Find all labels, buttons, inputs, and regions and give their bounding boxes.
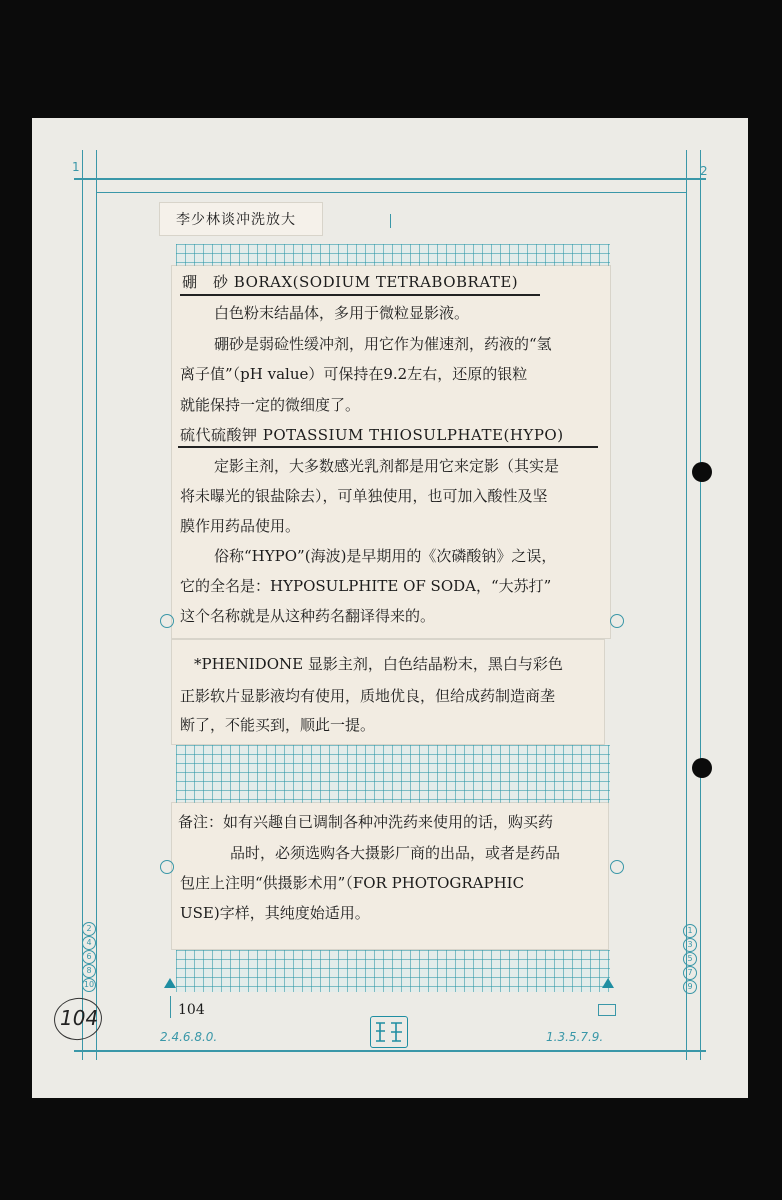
note-line-1: 备注：如有兴趣自已调制各种冲洗药来使用的话，购买药 bbox=[178, 813, 554, 831]
borax-line-4: 就能保持一定的微细度了。 bbox=[180, 396, 361, 414]
hypo-line-3: 膜作用药品使用。 bbox=[180, 517, 301, 535]
book-title: 李少林谈冲洗放大 bbox=[176, 212, 296, 228]
hypo-line-5: 它的全名是：HYPOSULPHITE OF SODA，“大苏打” bbox=[180, 577, 552, 595]
side-mark-left-2 bbox=[160, 860, 174, 874]
triangle-marker-left bbox=[164, 978, 176, 988]
hypo-line-1: 定影主剂，大多数感光乳剂都是用它来定影（其实是 bbox=[214, 457, 560, 475]
borax-line-2: 硼砂是弱硷性缓冲剂，用它作为催速剂，药液的“氢 bbox=[214, 335, 552, 353]
triangle-marker-right bbox=[602, 978, 614, 988]
section-heading-borax: 硼 砂 BORAX(SODIUM TETRABOBRATE) bbox=[182, 273, 519, 291]
borax-line-1: 白色粉末结晶体，多用于微粒显影液。 bbox=[214, 304, 470, 322]
frame-right-outer-line bbox=[700, 150, 701, 1060]
phenidone-line-1: *PHENIDONE 显影主剂，白色结晶粉末，黑白与彩色 bbox=[194, 655, 563, 673]
right-circle-3: 5 bbox=[683, 952, 697, 966]
side-mark-right-2 bbox=[610, 860, 624, 874]
right-circle-2: 3 bbox=[683, 938, 697, 952]
left-circle-4: 8 bbox=[82, 964, 96, 978]
heading-underline-hypo bbox=[178, 446, 598, 448]
frame-bottom-line bbox=[74, 1050, 706, 1052]
hypo-line-4: 俗称“HYPO”(海波)是早期用的《次磷酸钠》之误， bbox=[214, 547, 557, 565]
left-circle-1: 2 bbox=[82, 922, 96, 936]
note-line-4: USE)字样，其纯度始适用。 bbox=[180, 904, 370, 922]
corner-mark-right: 2 bbox=[700, 164, 708, 178]
frame-top-line bbox=[74, 178, 706, 180]
binder-hole-bottom bbox=[692, 758, 712, 778]
grid-area-middle bbox=[176, 745, 610, 803]
heading-underline-borax bbox=[180, 294, 540, 296]
right-circle-4: 7 bbox=[683, 966, 697, 980]
center-tick-top bbox=[390, 214, 391, 228]
page-number-bracket bbox=[170, 996, 171, 1018]
side-mark-left-1 bbox=[160, 614, 174, 628]
bottom-right-marks: 1.3.5.7.9. bbox=[546, 1030, 604, 1044]
hypo-line-2: 将未曝光的银盐除去），可单独使用，也可加入酸性及坚 bbox=[180, 487, 548, 505]
binder-hole-top bbox=[692, 462, 712, 482]
borax-line-3: 离子值”（pH value）可保持在9.2左右，还原的银粒 bbox=[180, 365, 528, 383]
hypo-line-6: 这个名称就是从这种药名翻译得来的。 bbox=[180, 607, 436, 625]
handwritten-page-number: 104 bbox=[60, 1006, 99, 1030]
frame-left-line bbox=[96, 150, 97, 1060]
phenidone-line-3: 断了，不能买到，顺此一提。 bbox=[180, 716, 376, 734]
seal-icon bbox=[370, 1016, 408, 1048]
note-line-3: 包庄上注明“供摄影术用”（FOR PHOTOGRAPHIC bbox=[180, 874, 525, 892]
left-circle-5: 10 bbox=[82, 978, 96, 992]
right-circle-1: 1 bbox=[683, 924, 697, 938]
bottom-right-box bbox=[598, 1004, 616, 1016]
section-heading-hypo: 硫代硫酸钾 POTASSIUM THIOSULPHATE(HYPO) bbox=[180, 426, 564, 444]
side-mark-right-1 bbox=[610, 614, 624, 628]
page-number: 104 bbox=[178, 1002, 205, 1018]
phenidone-line-2: 正影软片显影液均有使用，质地优良，但给成药制造商垄 bbox=[180, 687, 556, 705]
left-circle-2: 4 bbox=[82, 936, 96, 950]
right-circle-5: 9 bbox=[683, 980, 697, 994]
grid-area-bottom bbox=[176, 950, 610, 992]
left-circle-3: 6 bbox=[82, 950, 96, 964]
corner-mark-left: 1 bbox=[72, 160, 80, 174]
note-line-2: 品时，必须选购各大摄影厂商的出品，或者是药品 bbox=[230, 844, 561, 862]
frame-top-inner-line bbox=[96, 192, 686, 193]
bottom-left-marks: 2.4.6.8.0. bbox=[160, 1030, 218, 1044]
